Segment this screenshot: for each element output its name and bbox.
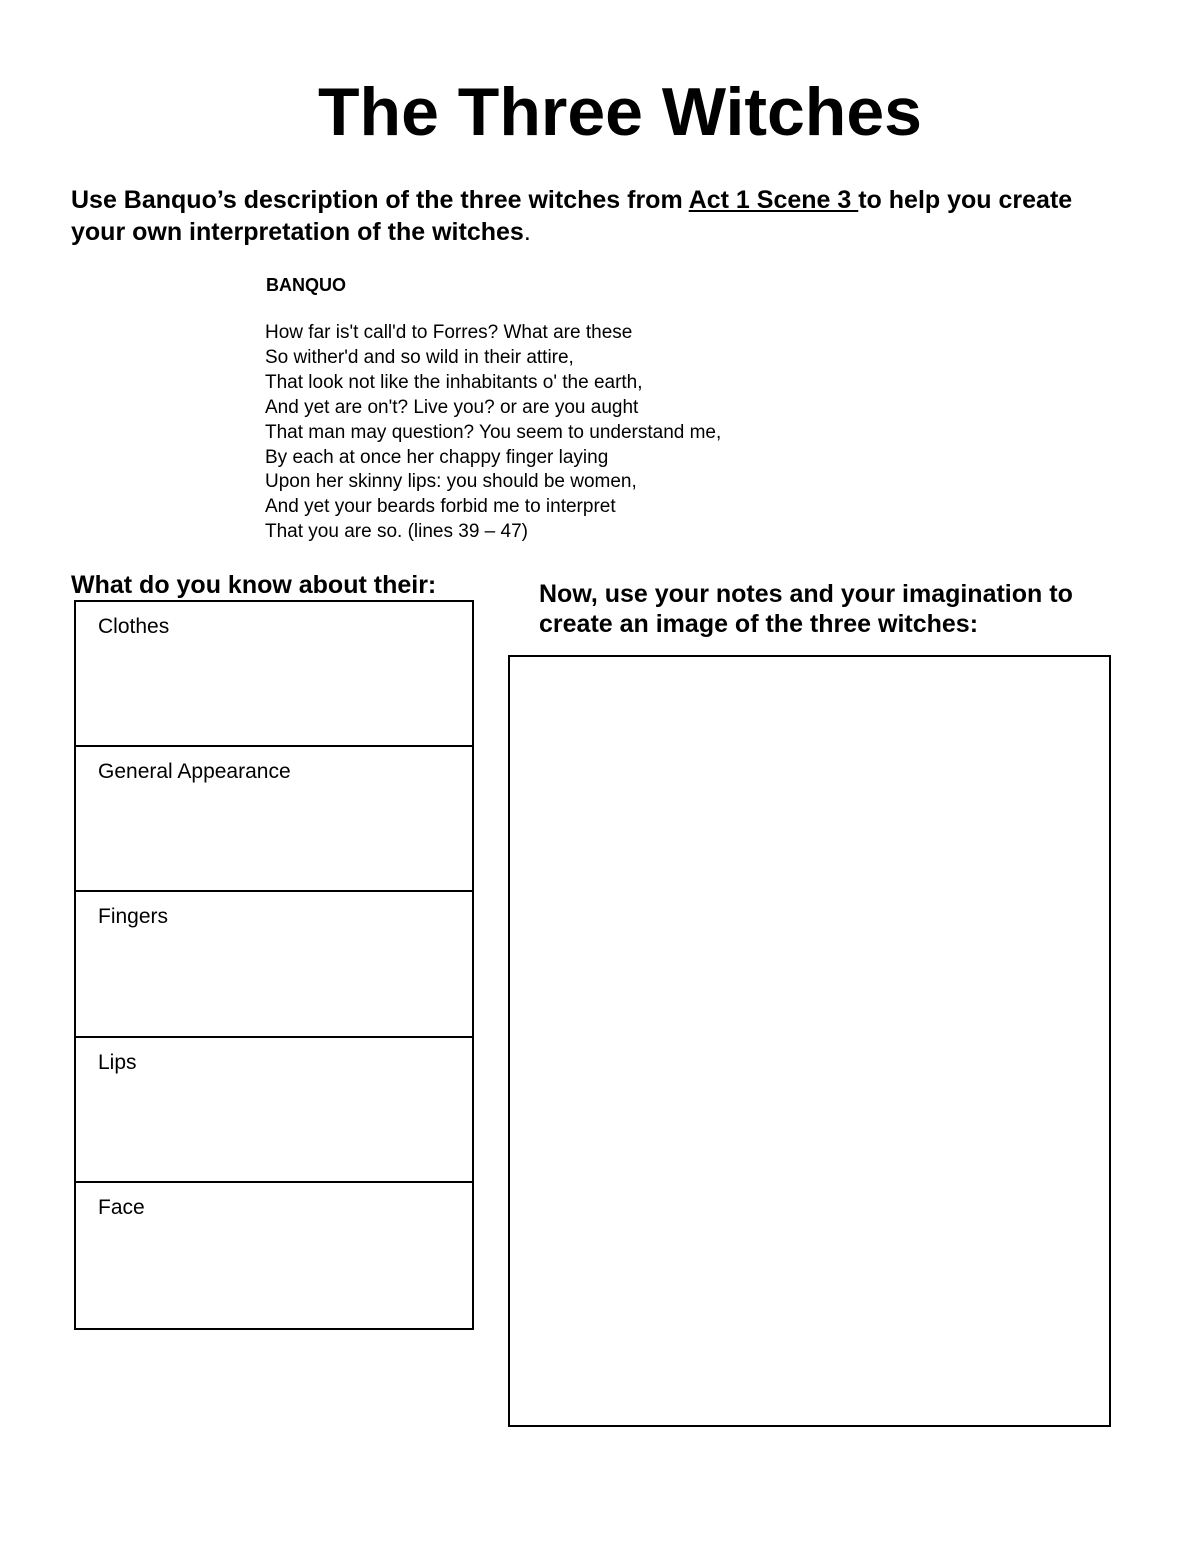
speech-line: Upon her skinny lips: you should be women, (265, 471, 637, 493)
notes-row-general-appearance[interactable] (76, 747, 472, 892)
speech-line: That look not like the inhabitants o' the earth, (265, 371, 643, 393)
scene-reference: Act 1 Scene 3 (688, 186, 859, 214)
speaker-name: BANQUO (266, 275, 346, 295)
drawing-heading: Now, use your notes and your imagination to create an image of the three witches: (539, 580, 1073, 638)
instructions-text-end: to help you create your own interpretation of the witches (71, 186, 1073, 246)
speech-line: How far is't call'd to Forres? What are these (265, 322, 633, 343)
speech-line: And yet are on't? Live you? or are you aught (265, 396, 639, 418)
banquo-speech (265, 321, 721, 545)
notes-label: Clothes (98, 615, 170, 638)
instructions (71, 184, 1091, 248)
notes-row-fingers[interactable] (76, 892, 472, 1037)
notes-row-face[interactable] (76, 1183, 472, 1328)
notes-label: Fingers (98, 905, 169, 929)
speech-line: So wither'd and so wild in their attire, (265, 346, 574, 368)
notes-row-clothes[interactable] (76, 602, 472, 747)
instructions-text: Use Banquo’s description of the three witches from (71, 186, 689, 214)
instructions-period: . (523, 218, 531, 246)
notes-label: General Appearance (98, 760, 291, 784)
speech-line: That man may question? You seem to understand me, (265, 421, 722, 443)
notes-row-lips[interactable] (76, 1038, 472, 1183)
notes-label: Face (98, 1195, 145, 1219)
notes-table (74, 600, 474, 1330)
notes-label: Lips (98, 1050, 137, 1074)
page-title: The Three Witches (318, 74, 922, 150)
speech-line: By each at once her chappy finger laying (265, 446, 609, 468)
drawing-area[interactable] (508, 655, 1111, 1427)
notes-heading: What do you know about their: (71, 571, 437, 599)
speech-line: And yet your beards forbid me to interpret (265, 496, 616, 518)
speech-line: That you are so. (lines 39 – 47) (265, 521, 528, 543)
